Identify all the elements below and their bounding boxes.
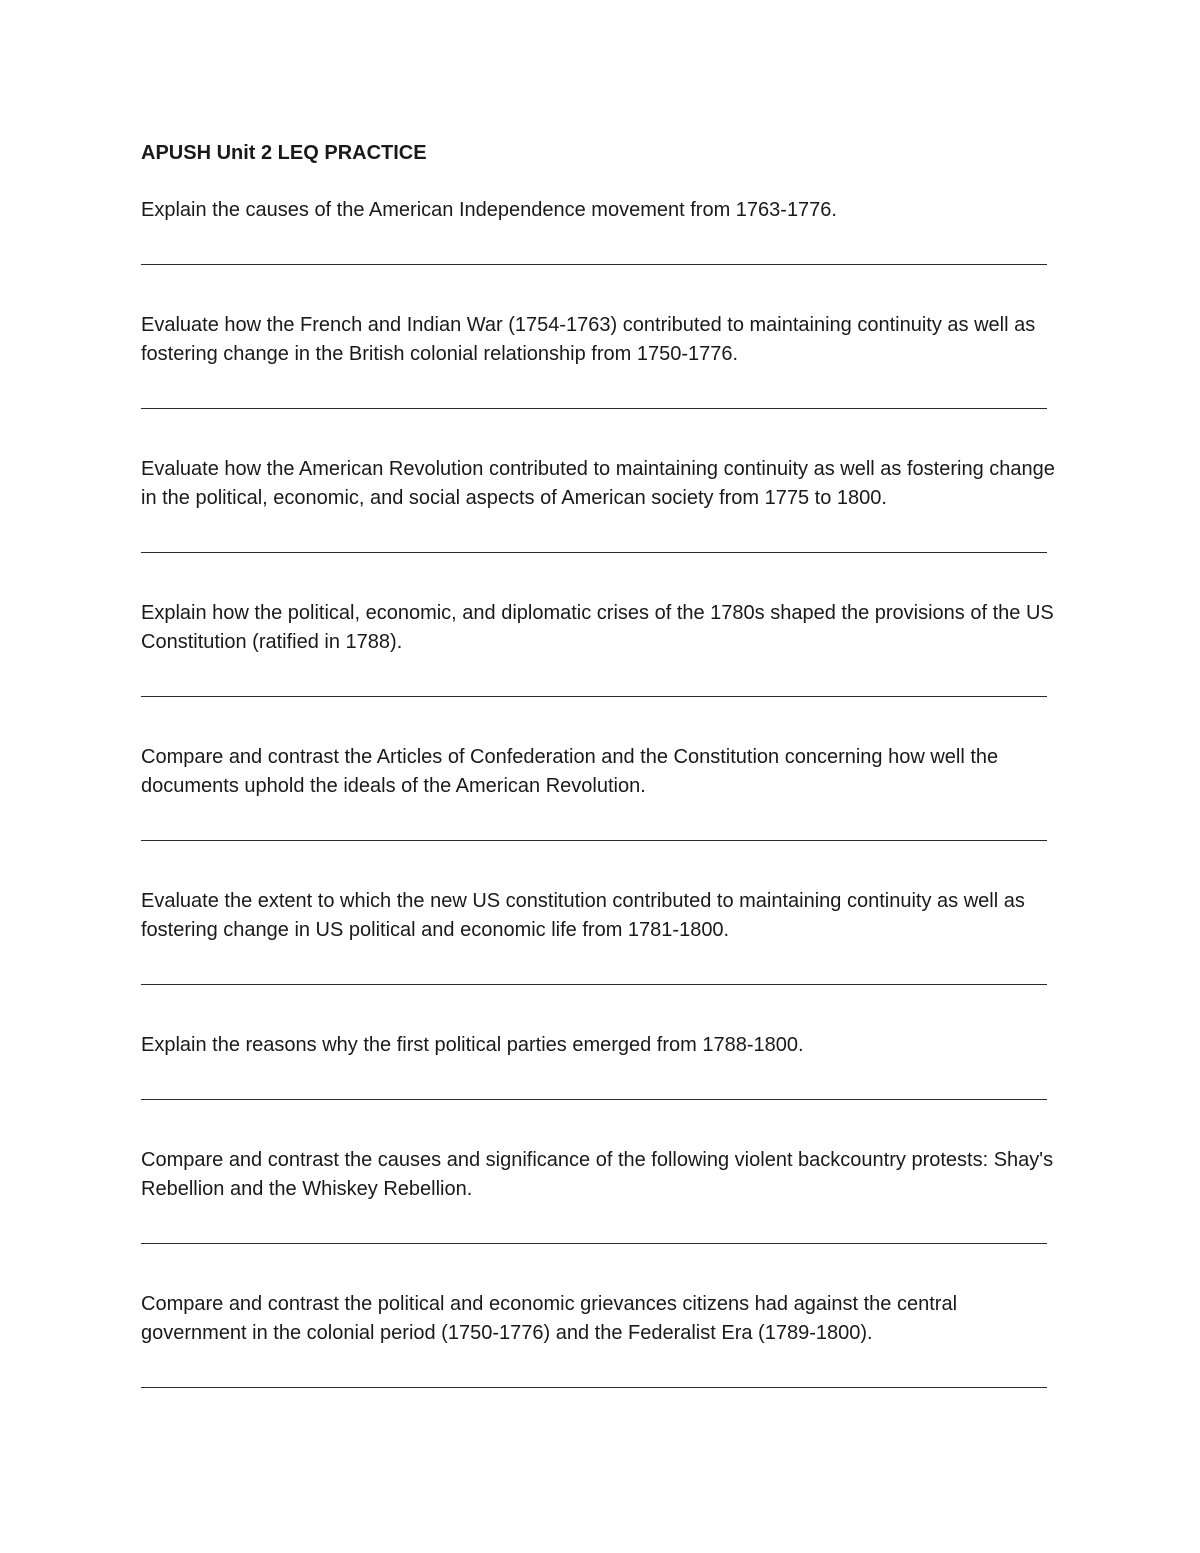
question-4: Explain how the political, economic, and diplomatic crises of the 1780s shaped the provisions of the US Constitution (ratified in 1788). [141, 602, 1054, 653]
question-2: Evaluate how the French and Indian War (1754-1763) contributed to maintaining continuity as well as fostering change in the British colonial relationship from 1750-1776. [141, 314, 1036, 365]
question-5: Compare and contrast the Articles of Confederation and the Constitution concerning how well the documents uphold the ideals of the American Revolution. [141, 746, 999, 797]
question-8: Compare and contrast the causes and significance of the following violent backcountry protests: Shay's Rebellion and the Whiskey Rebellion. [141, 1149, 1054, 1200]
question-9: Compare and contrast the political and economic grievances citizens had against the central government in the colonial period (1750-1776) and the Federalist Era (1789-1800). [141, 1293, 958, 1344]
question-1: Explain the causes of the American Independence movement from 1763-1776. [141, 199, 837, 221]
answer-line-9[interactable] [141, 1387, 1047, 1388]
question-7: Explain the reasons why the first political parties emerged from 1788-1800. [141, 1034, 804, 1056]
question-3: Evaluate how the American Revolution contributed to maintaining continuity as well as fostering change in the political, economic, and social aspects of American society from 1775 to 1800. [141, 458, 1055, 509]
question-6: Evaluate the extent to which the new US constitution contributed to maintaining continuity as well as fostering change in US political and economic life from 1781-1800. [141, 890, 1025, 941]
document-title: APUSH Unit 2 LEQ PRACTICE [141, 142, 427, 164]
document-page [141, 138, 1057, 1388]
